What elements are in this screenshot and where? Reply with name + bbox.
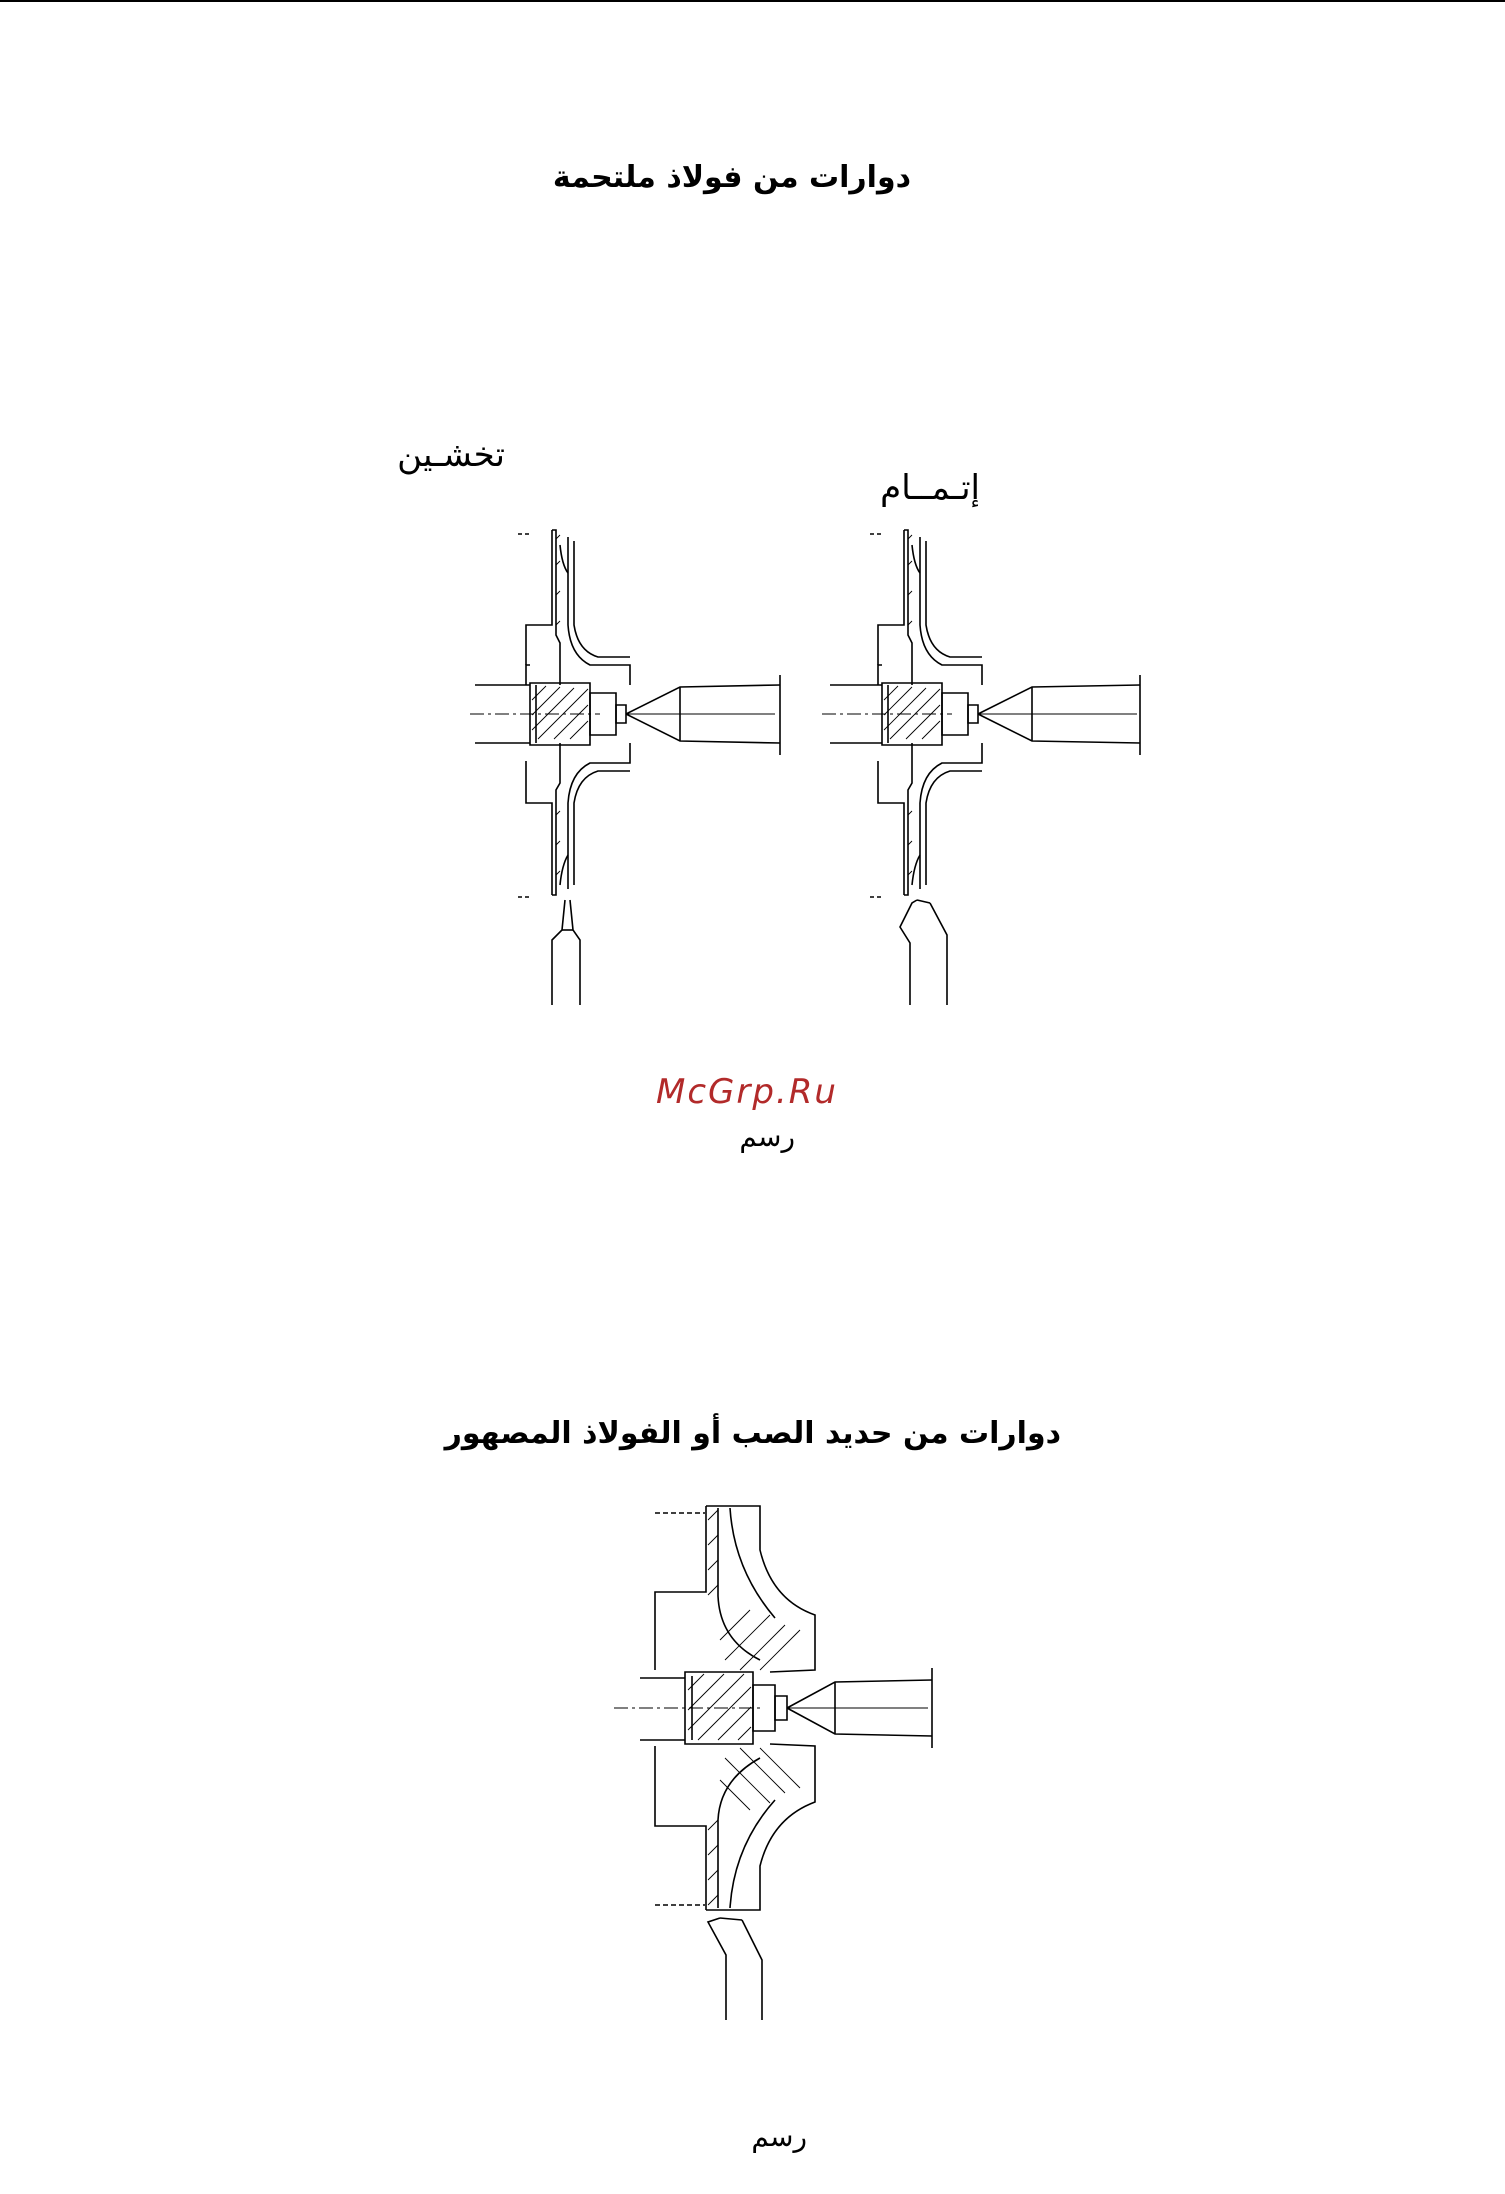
label-roughing: تخشـين (397, 435, 505, 475)
label-finishing: إتـمــام (880, 468, 980, 508)
section1-title: دوارات من فولاذ ملتحمة (552, 160, 911, 195)
section1-figure-caption: رسم (739, 1120, 795, 1153)
section2-title: دوارات من حديد الصب أو الفولاذ المصهور (444, 1416, 1061, 1451)
impeller-drawing-cast (610, 1500, 940, 2020)
top-rule (0, 0, 1505, 2)
impeller-drawing-finishing (822, 525, 1152, 1005)
impeller-drawing-roughing (470, 525, 790, 1005)
watermark-text: McGrp.Ru (656, 1072, 838, 1112)
section2-figure-caption: رسم (751, 2120, 807, 2153)
